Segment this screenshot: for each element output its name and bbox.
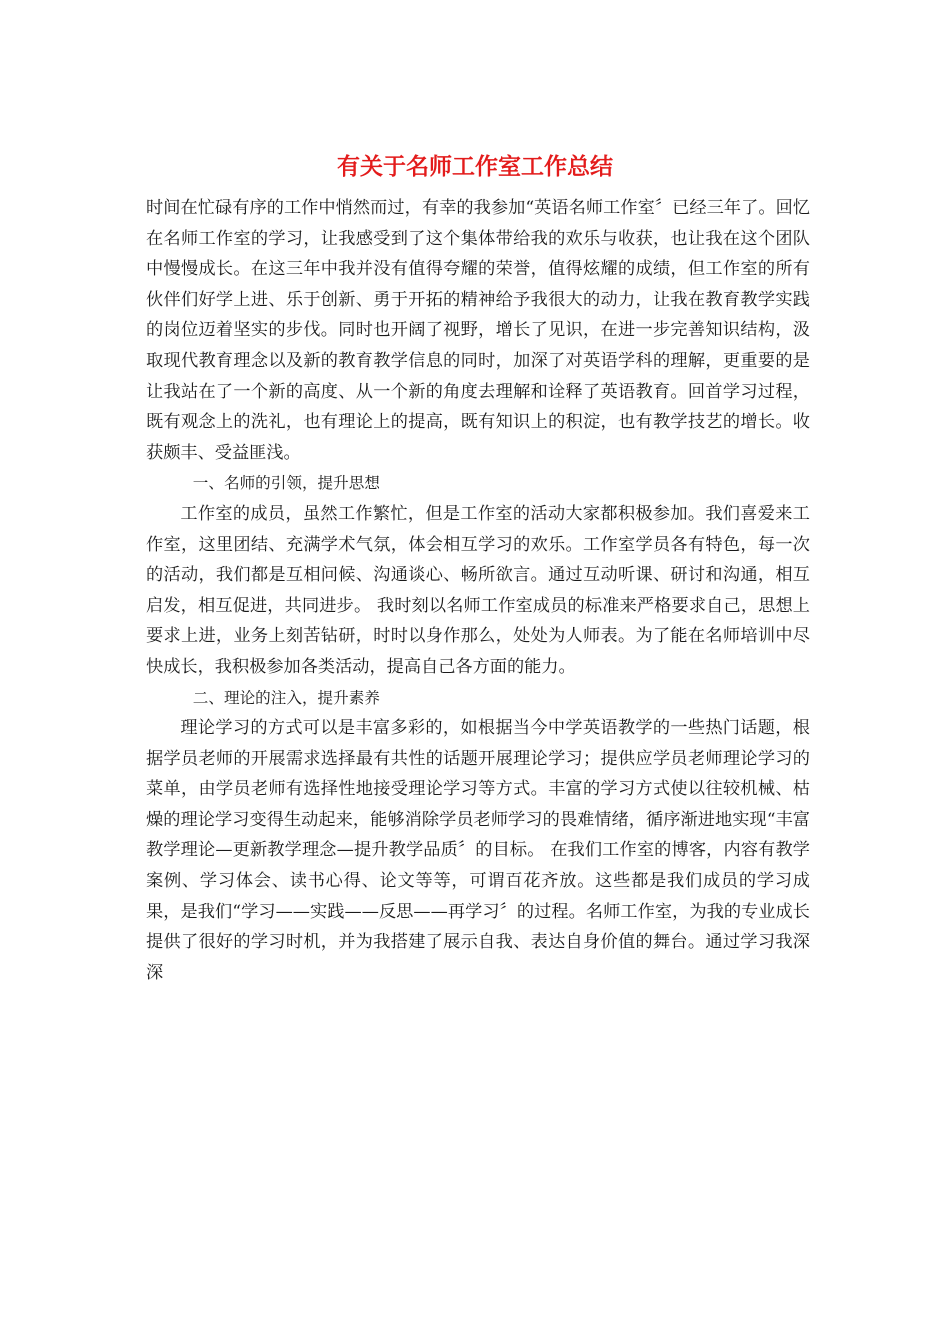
document-title: 有关于名师工作室工作总结 [337, 154, 613, 180]
section-2-paragraph: 理论学习的方式可以是丰富多彩的，如根据当今中学英语教学的一些热门话题，根据学员老师的开展需求选择最有共性的话题开展理论学习；提供应学员老师理论学习的菜单，由学员老师有选择性地接受理论学习等方式。丰富的学习方式使以往较机械、枯燥的理论学习变得生动起来，能够消除学员老师学习的畏难情绪，循序渐进地实现“丰富教学理论—更新教学理念—提升教学品质〞的目标。 在我们工作室的博客，内容有教学案例、学习体会、读书心得、论文等等，可谓百花齐放。这些都是我们成员的学习成果，是我们“学习——实践——反思——再学习〞的过程。名师工作室，为我的专业成长提供了很好的学习时机，并为我搭建了展示自我、表达自身价值的舞台。通过学习我深深 [146, 718, 810, 983]
intro-paragraph: 时间在忙碌有序的工作中悄然而过，有幸的我参加“英语名师工作室〞已经三年了。回忆在名师工作室的学习，让我感受到了这个集体带给我的欢乐与收获，也让我在这个团队中慢慢成长。在这三年中我并没有值得夸耀的荣誉，值得炫耀的成绩，但工作室的所有伙伴们好学上进、乐于创新、勇于开拓的精神给予我很大的动力，让我在教育教学实践的岗位迈着坚实的步伐。同时也开阔了视野，增长了见识，在进一步完善知识结构，汲取现代教育理念以及新的教育教学信息的同时，加深了对英语学科的理解，更重要的是让我站在了一个新的高度、从一个新的角度去理解和诠释了英语教育。回首学习过程，既有观念上的洗礼，也有理论上的提高，既有知识上的积淀，也有教学技艺的增长。收获颇丰、受益匪浅。 [146, 198, 810, 463]
section-heading-1: 一、名师的引领，提升思想 [192, 474, 380, 493]
document-body [146, 193, 810, 988]
section-heading-2: 二、理论的注入，提升素养 [192, 688, 380, 707]
section-1-paragraph: 工作室的成员，虽然工作繁忙，但是工作室的活动大家都积极参加。我们喜爱来工作室，这里团结、充满学术气氛，体会相互学习的欢乐。工作室学员各有特色，每一次的活动，我们都是互相问候、沟通谈心、畅所欲言。通过互动听课、研讨和沟通，相互启发，相互促进，共同进步。 我时刻以名师工作室成员的标准来严格要求自己，思想上要求上进，业务上刻苦钻研，时时以身作那么，处处为人师表。为了能在名师培训中尽快成长，我积极参加各类活动，提高自己各方面的能力。 [146, 503, 810, 677]
